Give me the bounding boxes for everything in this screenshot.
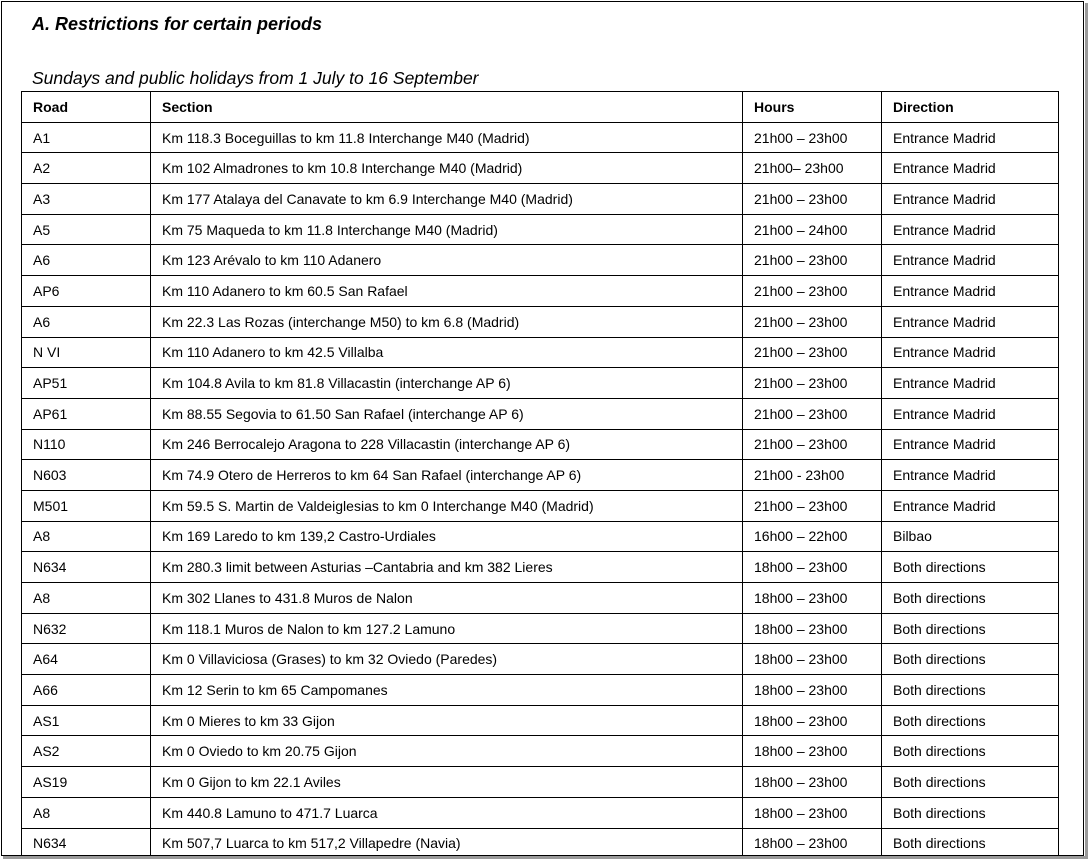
- table-row: [22, 122, 1059, 153]
- direction-cell: Both directions: [882, 828, 1059, 856]
- section-cell: Km 110 Adanero to km 42.5 Villalba: [151, 337, 743, 368]
- section-cell: Km 75 Maqueda to km 11.8 Interchange M40 (Madrid): [151, 214, 743, 245]
- road-cell: A5: [22, 214, 151, 245]
- hours-cell: 21h00 – 23h00: [743, 122, 882, 153]
- direction-cell: Bilbao: [882, 521, 1059, 552]
- hours-cell: 18h00 – 23h00: [743, 675, 882, 706]
- period-subheading: Sundays and public holidays from 1 July to 16 September: [32, 68, 479, 88]
- table-row: [22, 337, 1059, 368]
- road-cell: A1: [22, 122, 151, 153]
- road-cell: AP51: [22, 368, 151, 399]
- hours-cell: 21h00 – 23h00: [743, 337, 882, 368]
- direction-cell: Entrance Madrid: [882, 429, 1059, 460]
- section-cell: Km 110 Adanero to km 60.5 San Rafael: [151, 276, 743, 307]
- table-header-row: [22, 92, 1059, 123]
- direction-cell: Both directions: [882, 705, 1059, 736]
- hours-cell: 18h00 – 23h00: [743, 736, 882, 767]
- direction-cell: Both directions: [882, 644, 1059, 675]
- hours-cell: 21h00 – 23h00: [743, 245, 882, 276]
- section-cell: Km 102 Almadrones to km 10.8 Interchange M40 (Madrid): [151, 153, 743, 184]
- direction-cell: Entrance Madrid: [882, 368, 1059, 399]
- section-cell: Km 118.1 Muros de Nalon to km 127.2 Lamuno: [151, 613, 743, 644]
- section-cell: Km 177 Atalaya del Canavate to km 6.9 Interchange M40 (Madrid): [151, 184, 743, 215]
- section-cell: Km 104.8 Avila to km 81.8 Villacastin (interchange AP 6): [151, 368, 743, 399]
- table-row: [22, 398, 1059, 429]
- hours-cell: 18h00 – 23h00: [743, 828, 882, 856]
- hours-cell: 21h00 – 23h00: [743, 398, 882, 429]
- section-cell: Km 246 Berrocalejo Aragona to 228 Villacastin (interchange AP 6): [151, 429, 743, 460]
- table-row: [22, 429, 1059, 460]
- hours-cell: 18h00 – 23h00: [743, 552, 882, 583]
- hours-cell: 21h00 – 23h00: [743, 184, 882, 215]
- table-row: [22, 460, 1059, 491]
- table-row: [22, 613, 1059, 644]
- table-row: [22, 521, 1059, 552]
- road-cell: N603: [22, 460, 151, 491]
- road-cell: M501: [22, 490, 151, 521]
- road-cell: AS1: [22, 705, 151, 736]
- road-cell: N110: [22, 429, 151, 460]
- hours-cell: 18h00 – 23h00: [743, 583, 882, 614]
- section-cell: Km 302 Llanes to 431.8 Muros de Nalon: [151, 583, 743, 614]
- hours-cell: 16h00 – 22h00: [743, 521, 882, 552]
- hours-cell: 21h00 – 24h00: [743, 214, 882, 245]
- road-cell: A3: [22, 184, 151, 215]
- road-cell: AS2: [22, 736, 151, 767]
- direction-cell: Entrance Madrid: [882, 245, 1059, 276]
- section-cell: Km 74.9 Otero de Herreros to km 64 San Rafael (interchange AP 6): [151, 460, 743, 491]
- road-cell: A2: [22, 153, 151, 184]
- section-cell: Km 123 Arévalo to km 110 Adanero: [151, 245, 743, 276]
- road-cell: AS19: [22, 767, 151, 798]
- table-row: [22, 184, 1059, 215]
- road-cell: N VI: [22, 337, 151, 368]
- table-row: [22, 276, 1059, 307]
- hours-cell: 21h00 – 23h00: [743, 306, 882, 337]
- road-cell: A6: [22, 245, 151, 276]
- road-cell: A8: [22, 583, 151, 614]
- road-cell: AP61: [22, 398, 151, 429]
- table-row: [22, 306, 1059, 337]
- direction-cell: Entrance Madrid: [882, 490, 1059, 521]
- hours-cell: 18h00 – 23h00: [743, 797, 882, 828]
- column-header-direction: Direction: [882, 92, 1059, 123]
- direction-cell: Both directions: [882, 583, 1059, 614]
- road-cell: A8: [22, 521, 151, 552]
- section-cell: Km 169 Laredo to km 139,2 Castro-Urdiales: [151, 521, 743, 552]
- section-cell: Km 0 Gijon to km 22.1 Aviles: [151, 767, 743, 798]
- direction-cell: Both directions: [882, 767, 1059, 798]
- hours-cell: 21h00– 23h00: [743, 153, 882, 184]
- road-cell: AP6: [22, 276, 151, 307]
- table-row: [22, 552, 1059, 583]
- direction-cell: Entrance Madrid: [882, 306, 1059, 337]
- direction-cell: Entrance Madrid: [882, 337, 1059, 368]
- table-row: [22, 675, 1059, 706]
- direction-cell: Entrance Madrid: [882, 153, 1059, 184]
- road-cell: N632: [22, 613, 151, 644]
- hours-cell: 21h00 – 23h00: [743, 276, 882, 307]
- hours-cell: 21h00 - 23h00: [743, 460, 882, 491]
- direction-cell: Both directions: [882, 613, 1059, 644]
- hours-cell: 18h00 – 23h00: [743, 644, 882, 675]
- table-row: [22, 490, 1059, 521]
- road-cell: A66: [22, 675, 151, 706]
- section-cell: Km 0 Oviedo to km 20.75 Gijon: [151, 736, 743, 767]
- column-header-hours: Hours: [743, 92, 882, 123]
- direction-cell: Both directions: [882, 736, 1059, 767]
- table-row: [22, 797, 1059, 828]
- hours-cell: 21h00 – 23h00: [743, 368, 882, 399]
- table-row: [22, 583, 1059, 614]
- section-heading: A. Restrictions for certain periods: [32, 14, 323, 34]
- direction-cell: Both directions: [882, 675, 1059, 706]
- road-cell: N634: [22, 552, 151, 583]
- section-cell: Km 280.3 limit between Asturias –Cantabria and km 382 Lieres: [151, 552, 743, 583]
- table-row: [22, 736, 1059, 767]
- table-row: [22, 153, 1059, 184]
- section-cell: Km 12 Serin to km 65 Campomanes: [151, 675, 743, 706]
- column-header-section: Section: [151, 92, 743, 123]
- direction-cell: Entrance Madrid: [882, 398, 1059, 429]
- section-cell: Km 0 Mieres to km 33 Gijon: [151, 705, 743, 736]
- direction-cell: Entrance Madrid: [882, 122, 1059, 153]
- document-page: [1, 1, 1084, 856]
- table-row: [22, 705, 1059, 736]
- road-cell: A6: [22, 306, 151, 337]
- hours-cell: 18h00 – 23h00: [743, 705, 882, 736]
- section-cell: Km 0 Villaviciosa (Grases) to km 32 Oviedo (Paredes): [151, 644, 743, 675]
- section-cell: Km 118.3 Boceguillas to km 11.8 Interchange M40 (Madrid): [151, 122, 743, 153]
- direction-cell: Entrance Madrid: [882, 214, 1059, 245]
- section-cell: Km 507,7 Luarca to km 517,2 Villapedre (Navia): [151, 828, 743, 856]
- hours-cell: 21h00 – 23h00: [743, 490, 882, 521]
- road-cell: A64: [22, 644, 151, 675]
- table-row: [22, 368, 1059, 399]
- column-header-road: Road: [22, 92, 151, 123]
- table-row: [22, 214, 1059, 245]
- restrictions-table: [21, 91, 1059, 856]
- table-row: [22, 245, 1059, 276]
- section-cell: Km 59.5 S. Martin de Valdeiglesias to km 0 Interchange M40 (Madrid): [151, 490, 743, 521]
- section-cell: Km 88.55 Segovia to 61.50 San Rafael (interchange AP 6): [151, 398, 743, 429]
- section-cell: Km 440.8 Lamuno to 471.7 Luarca: [151, 797, 743, 828]
- hours-cell: 18h00 – 23h00: [743, 613, 882, 644]
- direction-cell: Both directions: [882, 797, 1059, 828]
- table-body: [22, 122, 1059, 856]
- section-cell: Km 22.3 Las Rozas (interchange M50) to km 6.8 (Madrid): [151, 306, 743, 337]
- direction-cell: Entrance Madrid: [882, 184, 1059, 215]
- hours-cell: 18h00 – 23h00: [743, 767, 882, 798]
- hours-cell: 21h00 – 23h00: [743, 429, 882, 460]
- table-row: [22, 828, 1059, 856]
- direction-cell: Entrance Madrid: [882, 276, 1059, 307]
- direction-cell: Entrance Madrid: [882, 460, 1059, 491]
- road-cell: A8: [22, 797, 151, 828]
- direction-cell: Both directions: [882, 552, 1059, 583]
- road-cell: N634: [22, 828, 151, 856]
- table-row: [22, 767, 1059, 798]
- table-row: [22, 644, 1059, 675]
